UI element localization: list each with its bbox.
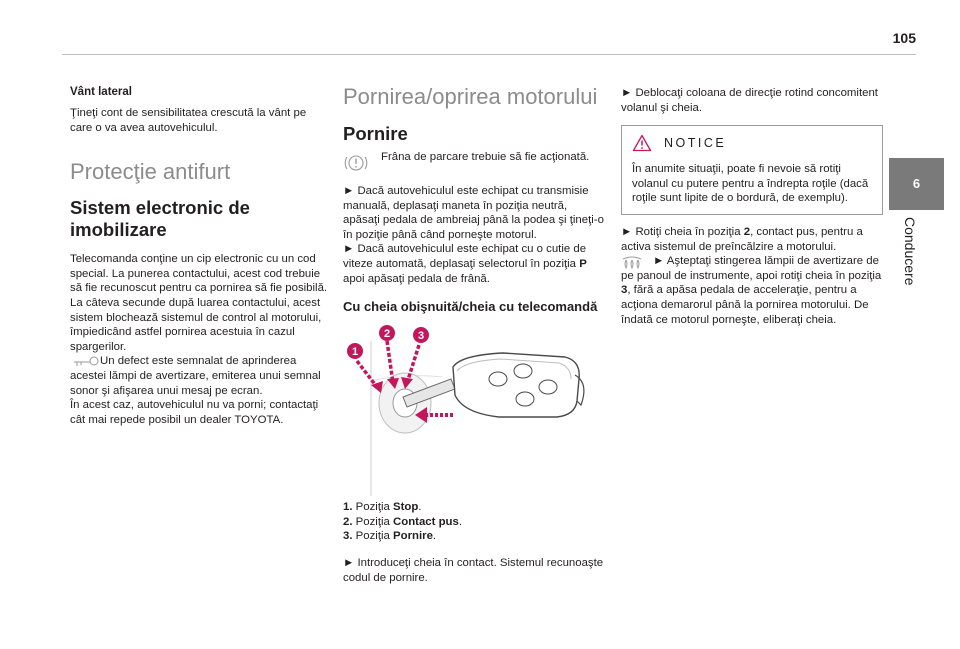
notice-title: NOTICE: [664, 136, 727, 151]
position-number: 2.: [343, 515, 353, 528]
list-item: [343, 515, 605, 530]
page-number: 105: [892, 30, 916, 46]
key-warning-icon: [70, 354, 100, 370]
handbrake-note: [343, 150, 605, 180]
list-item: [343, 500, 605, 515]
immobiliser-para-3: În acest caz, autovehiculul nu va porni; contactaţi cât mai repede posibil un dealer TOYOTA.: [70, 399, 319, 426]
chapter-tab-number[interactable]: 6: [889, 158, 944, 210]
antitheft-heading: Protecţie antifurt: [70, 159, 231, 185]
svg-text:3: 3: [417, 330, 425, 343]
immobiliser-heading: [70, 197, 328, 241]
immobiliser-heading-line2: imobilizare: [70, 219, 167, 241]
list-item: [343, 529, 605, 544]
insert-key-text: ► Introduceţi cheia în contact. Sistemul recunoaşte codul de pornire.: [343, 556, 604, 584]
notice-box: [621, 125, 883, 215]
engine-start-stop-heading: Pornirea/oprirea motorului: [343, 84, 598, 109]
auto-text-after: apoi apăsaţi pedala de frână.: [343, 272, 490, 285]
chapter-tab-label: [890, 217, 940, 337]
ignition-key-drawing: [343, 321, 605, 496]
manual-transmission-text: ► Dacă autovehiculul este echipat cu transmisie manuală, deplasaţi maneta în poziţia neutră, apăsaţi pedala de ambreiaj până la podea şi ţineţi-o în poziţie până când porneşte motorul.: [343, 185, 604, 241]
turn-text-after: , contact pus, pentru a activa sistemul de preîncălzire a motorului.: [621, 225, 863, 253]
position-prefix: Poziţia: [355, 515, 394, 528]
svg-text:1: 1: [351, 346, 359, 359]
column-2: [343, 80, 605, 585]
position-prefix: Poziţia: [355, 530, 394, 543]
position-name: Pornire: [393, 530, 433, 543]
warning-note-text: Un defect este semnalat de aprinderea acestei lămpi de avertizare, emiterea unui semnal sonor şi afişarea unui mesaj pe ecran.: [70, 355, 321, 397]
turn-text-bold: 2: [743, 225, 751, 238]
warning-triangle-icon: [632, 134, 652, 152]
column-1: [70, 80, 328, 427]
immobiliser-para-2: La câteva secunde după luarea contactului, acest sistem blochează sistemul de control al motorului, împiedicând astfel pornirea acestuia în cazul spargerilor.: [70, 296, 322, 353]
auto-text-bold: P: [579, 257, 587, 270]
auto-text-before: ► Dacă autovehiculul este echipat cu o cutie de viteze automată, deplasaţi selectorul în poziţia: [343, 243, 587, 270]
callout-2: [379, 325, 395, 341]
header-rule: [62, 54, 916, 55]
position-suffix: .: [432, 530, 437, 543]
position-name: Stop: [393, 501, 419, 514]
svg-text:2: 2: [383, 328, 391, 341]
key-positions-list: [343, 500, 605, 544]
handbrake-note-text: Frâna de parcare trebuie să fie acţionată.: [381, 151, 590, 163]
wind-text: Ţineţi cont de sensibilitatea crescută la vânt pe care o va avea autovehiculul.: [70, 107, 307, 134]
position-number: 3.: [343, 530, 353, 543]
notice-header: [632, 132, 872, 154]
parking-brake-icon: [343, 150, 369, 176]
wait-text-after: , fără a apăsa pedala de acceleraţie, pentru a acţiona demarorul până la pornirea motorului. De îndată ce motorul porneşte, eliberaţi cheia.: [621, 284, 869, 326]
glow-plug-note: [621, 254, 883, 327]
position-suffix: .: [418, 501, 422, 514]
ignition-key-illustration: [343, 321, 605, 496]
notice-text: În anumite situaţii, poate fi nevoie să rotiţi volanul cu putere pentru a îndrepta roţile (dacă roţile sunt lipite de o bordură, de exemplu).: [632, 163, 869, 205]
immobiliser-para-1: Telecomanda conţine un cip electronic cu un cod special. La punerea contactului, acest cod trebuie să fie recunoscut pentru ca pornirea să fie posibilă.: [70, 253, 328, 295]
glow-plug-icon: [621, 256, 643, 270]
wait-text-before: ► Aşteptaţi stingerea lămpii de avertizare de pe panoul de instrumente, apoi rotiţi cheia în poziţia: [621, 255, 882, 282]
turn-text-before: ► Rotiţi cheia în poziţia: [621, 225, 744, 238]
turn-key-text: [621, 225, 883, 254]
wind-heading: Vânt lateral: [70, 86, 132, 98]
position-number: 1.: [343, 501, 353, 514]
position-prefix: Poziţia: [355, 501, 394, 514]
key-heading: Cu cheia obişnuită/cheia cu telecomandă: [343, 299, 598, 315]
immobiliser-heading-line1: Sistem electronic de: [70, 197, 250, 219]
column-3: [621, 80, 883, 327]
automatic-transmission-text: [343, 242, 605, 286]
wait-text-bold: 3: [621, 284, 628, 297]
chapter-title: Conducere: [902, 217, 918, 286]
start-subheading: Pornire: [343, 123, 408, 144]
wait-lamp-text: [621, 254, 883, 327]
position-suffix: .: [458, 515, 463, 528]
unlock-steering-text: ► Deblocaţi coloana de direcţie rotind concomitent volanul şi cheia.: [621, 87, 878, 114]
warning-note: [70, 354, 328, 398]
position-name: Contact pus: [393, 515, 459, 528]
callout-3: [413, 327, 429, 343]
callout-1: [347, 343, 363, 359]
